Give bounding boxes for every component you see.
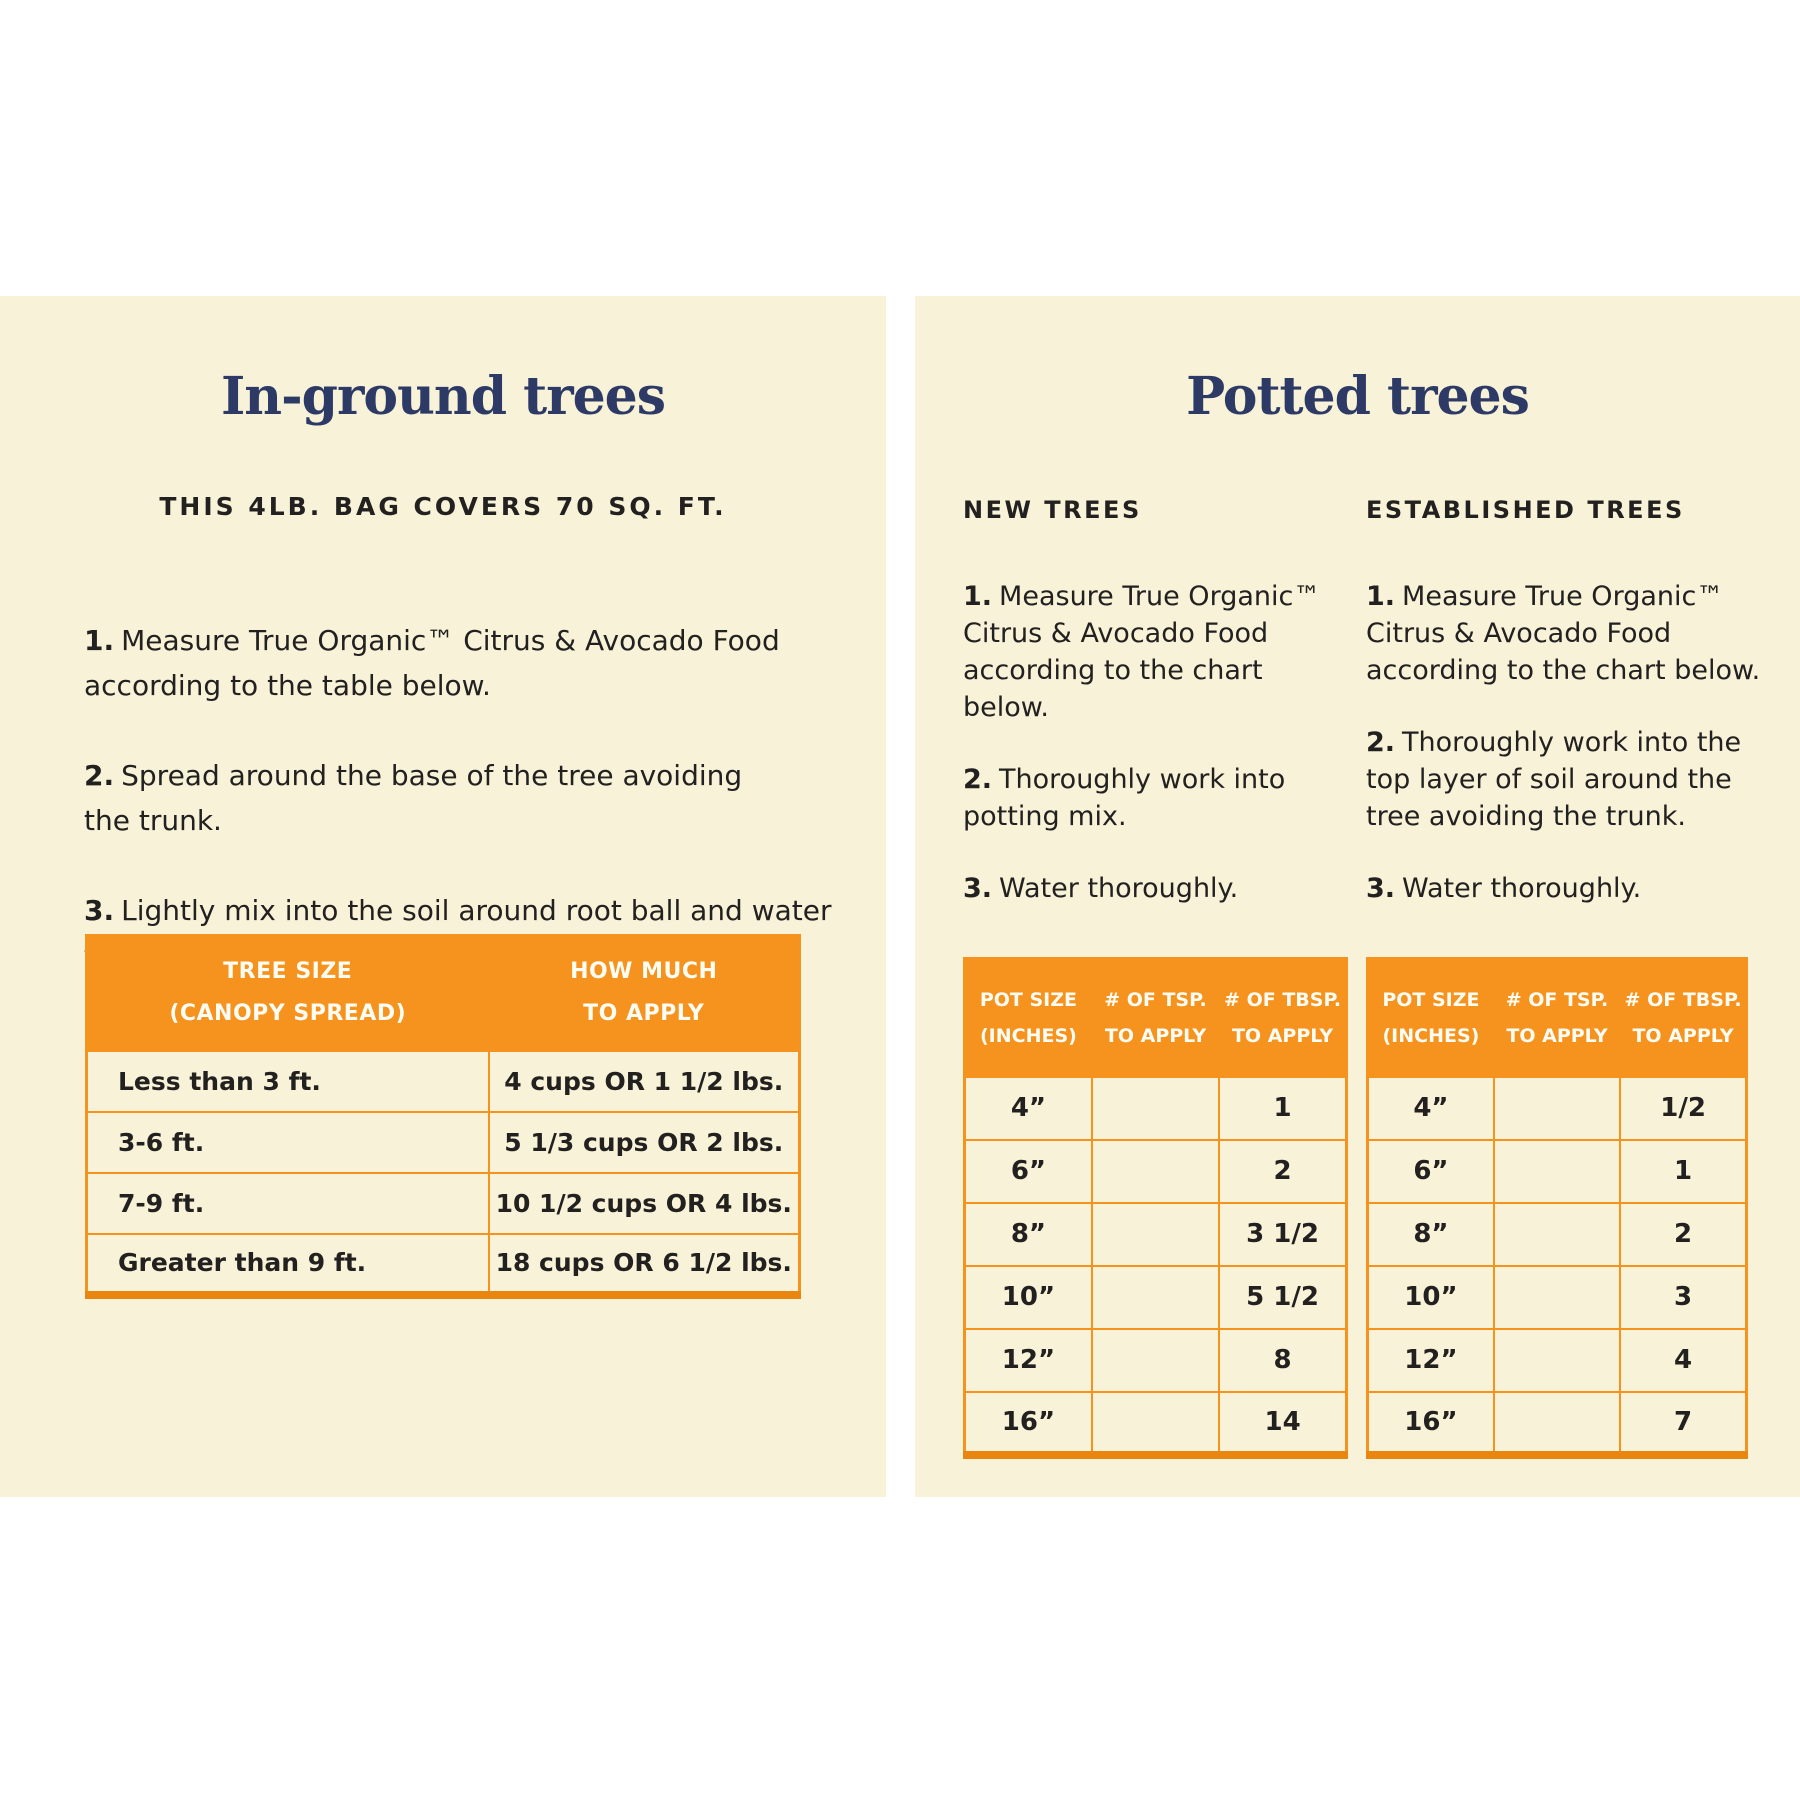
tree-size-column-header: TREE SIZE (CANOPY SPREAD) bbox=[87, 936, 489, 1051]
new-trees-step-3 bbox=[963, 870, 1320, 907]
step-number: 3. bbox=[84, 894, 115, 927]
table-row bbox=[965, 1392, 1347, 1455]
tree-size-cell: 7-9 ft. bbox=[87, 1173, 489, 1234]
tbsp-cell: 2 bbox=[1620, 1203, 1746, 1266]
in-ground-step-2 bbox=[84, 753, 864, 843]
established-trees-dose-table bbox=[1366, 957, 1748, 1459]
tsp-cell bbox=[1092, 1140, 1219, 1203]
pot-size-cell: 10” bbox=[1368, 1266, 1494, 1329]
table-header-row bbox=[87, 936, 800, 1051]
tbsp-cell: 7 bbox=[1620, 1392, 1746, 1455]
new-trees-dose-table bbox=[963, 957, 1348, 1459]
table-row bbox=[87, 1051, 800, 1112]
tree-size-cell: Less than 3 ft. bbox=[87, 1051, 489, 1112]
step-number: 2. bbox=[963, 764, 993, 795]
table-header-row bbox=[965, 959, 1347, 1077]
tsp-cell bbox=[1092, 1329, 1219, 1392]
pot-size-cell: 8” bbox=[1368, 1203, 1494, 1266]
how-much-column-header: HOW MUCH TO APPLY bbox=[489, 936, 800, 1051]
tbsp-column-header: # OF TBSP. TO APPLY bbox=[1620, 959, 1746, 1077]
new-trees-step-2 bbox=[963, 761, 1320, 835]
new-trees-step-1 bbox=[963, 578, 1320, 726]
pot-size-cell: 10” bbox=[965, 1266, 1092, 1329]
tbsp-cell: 4 bbox=[1620, 1329, 1746, 1392]
pot-size-cell: 6” bbox=[965, 1140, 1092, 1203]
established-trees-step-3 bbox=[1366, 870, 1760, 907]
table-row bbox=[965, 1329, 1347, 1392]
amount-cell: 5 1/3 cups OR 2 lbs. bbox=[489, 1112, 800, 1173]
established-trees-steps bbox=[1366, 578, 1760, 942]
pot-size-cell: 6” bbox=[1368, 1140, 1494, 1203]
tbsp-cell: 2 bbox=[1219, 1140, 1346, 1203]
table-row bbox=[965, 1077, 1347, 1140]
in-ground-trees-panel bbox=[0, 296, 886, 1497]
tsp-cell bbox=[1494, 1140, 1620, 1203]
tsp-column-header: # OF TSP. TO APPLY bbox=[1092, 959, 1219, 1077]
tsp-cell bbox=[1092, 1077, 1219, 1140]
step-text: Spread around the base of the tree avoiding the trunk. bbox=[84, 759, 743, 837]
pot-size-cell: 12” bbox=[1368, 1329, 1494, 1392]
pot-size-cell: 4” bbox=[1368, 1077, 1494, 1140]
step-text: Water thoroughly. bbox=[999, 873, 1239, 904]
step-number: 2. bbox=[84, 759, 115, 792]
pot-size-cell: 16” bbox=[1368, 1392, 1494, 1455]
table-row bbox=[87, 1112, 800, 1173]
tsp-cell bbox=[1494, 1329, 1620, 1392]
tbsp-cell: 3 1/2 bbox=[1219, 1203, 1346, 1266]
tbsp-cell: 3 bbox=[1620, 1266, 1746, 1329]
established-trees-step-2 bbox=[1366, 724, 1760, 835]
established-trees-step-1 bbox=[1366, 578, 1760, 689]
step-number: 1. bbox=[1366, 581, 1396, 612]
table-row bbox=[965, 1266, 1347, 1329]
coverage-note: THIS 4LB. BAG COVERS 70 SQ. FT. bbox=[159, 492, 727, 521]
table-row bbox=[87, 1173, 800, 1234]
tbsp-cell: 1 bbox=[1219, 1077, 1346, 1140]
amount-cell: 4 cups OR 1 1/2 lbs. bbox=[489, 1051, 800, 1112]
potted-title: Potted trees bbox=[1186, 366, 1529, 427]
step-text: Lightly mix into the soil around root ball and water bbox=[121, 894, 832, 927]
step-text: Water thoroughly. bbox=[1402, 873, 1642, 904]
pot-size-column-header: POT SIZE (INCHES) bbox=[965, 959, 1092, 1077]
tsp-cell bbox=[1494, 1392, 1620, 1455]
table-row bbox=[1368, 1329, 1747, 1392]
pot-size-cell: 16” bbox=[965, 1392, 1092, 1455]
table-row bbox=[1368, 1203, 1747, 1266]
step-text: Measure True Organic™ Citrus & Avocado Food according to the chart below. bbox=[963, 581, 1321, 723]
established-trees-heading: ESTABLISHED TREES bbox=[1366, 496, 1685, 524]
step-number: 1. bbox=[963, 581, 993, 612]
pot-size-column-header: POT SIZE (INCHES) bbox=[1368, 959, 1494, 1077]
step-text: Measure True Organic™ Citrus & Avocado Food according to the chart below. bbox=[1366, 581, 1761, 686]
table-row bbox=[965, 1203, 1347, 1266]
tbsp-cell: 14 bbox=[1219, 1392, 1346, 1455]
step-text: Thoroughly work into potting mix. bbox=[963, 764, 1286, 832]
step-number: 1. bbox=[84, 624, 115, 657]
step-number: 3. bbox=[1366, 873, 1396, 904]
tree-size-cell: Greater than 9 ft. bbox=[87, 1234, 489, 1295]
tsp-cell bbox=[1092, 1203, 1219, 1266]
tsp-cell bbox=[1092, 1266, 1219, 1329]
step-text: Thoroughly work into the top layer of soil around the tree avoiding the trunk. bbox=[1366, 727, 1742, 832]
established-trees-column bbox=[1366, 496, 1796, 904]
table-row bbox=[1368, 1140, 1747, 1203]
in-ground-title: In-ground trees bbox=[220, 366, 666, 427]
table-row bbox=[1368, 1266, 1747, 1329]
table-row bbox=[1368, 1077, 1747, 1140]
step-number: 3. bbox=[963, 873, 993, 904]
table-header-row bbox=[1368, 959, 1747, 1077]
tsp-cell bbox=[1494, 1266, 1620, 1329]
tbsp-cell: 5 1/2 bbox=[1219, 1266, 1346, 1329]
pot-size-cell: 12” bbox=[965, 1329, 1092, 1392]
new-trees-column bbox=[963, 496, 1363, 904]
in-ground-step-1 bbox=[84, 618, 864, 708]
new-trees-heading: NEW TREES bbox=[963, 496, 1142, 524]
tsp-cell bbox=[1494, 1203, 1620, 1266]
new-trees-steps bbox=[963, 578, 1320, 942]
pot-size-cell: 8” bbox=[965, 1203, 1092, 1266]
tbsp-cell: 1 bbox=[1620, 1140, 1746, 1203]
tree-size-cell: 3-6 ft. bbox=[87, 1112, 489, 1173]
potted-trees-panel bbox=[915, 296, 1800, 1497]
amount-cell: 10 1/2 cups OR 4 lbs. bbox=[489, 1173, 800, 1234]
step-text: Measure True Organic™ Citrus & Avocado Food according to the table below. bbox=[84, 624, 780, 702]
table-row bbox=[87, 1234, 800, 1295]
step-number: 2. bbox=[1366, 727, 1396, 758]
tsp-column-header: # OF TSP. TO APPLY bbox=[1494, 959, 1620, 1077]
amount-cell: 18 cups OR 6 1/2 lbs. bbox=[489, 1234, 800, 1295]
tbsp-cell: 8 bbox=[1219, 1329, 1346, 1392]
tsp-cell bbox=[1092, 1392, 1219, 1455]
table-row bbox=[1368, 1392, 1747, 1455]
tbsp-column-header: # OF TBSP. TO APPLY bbox=[1219, 959, 1346, 1077]
in-ground-dose-table bbox=[85, 934, 801, 1299]
pot-size-cell: 4” bbox=[965, 1077, 1092, 1140]
tbsp-cell: 1/2 bbox=[1620, 1077, 1746, 1140]
tsp-cell bbox=[1494, 1077, 1620, 1140]
table-row bbox=[965, 1140, 1347, 1203]
